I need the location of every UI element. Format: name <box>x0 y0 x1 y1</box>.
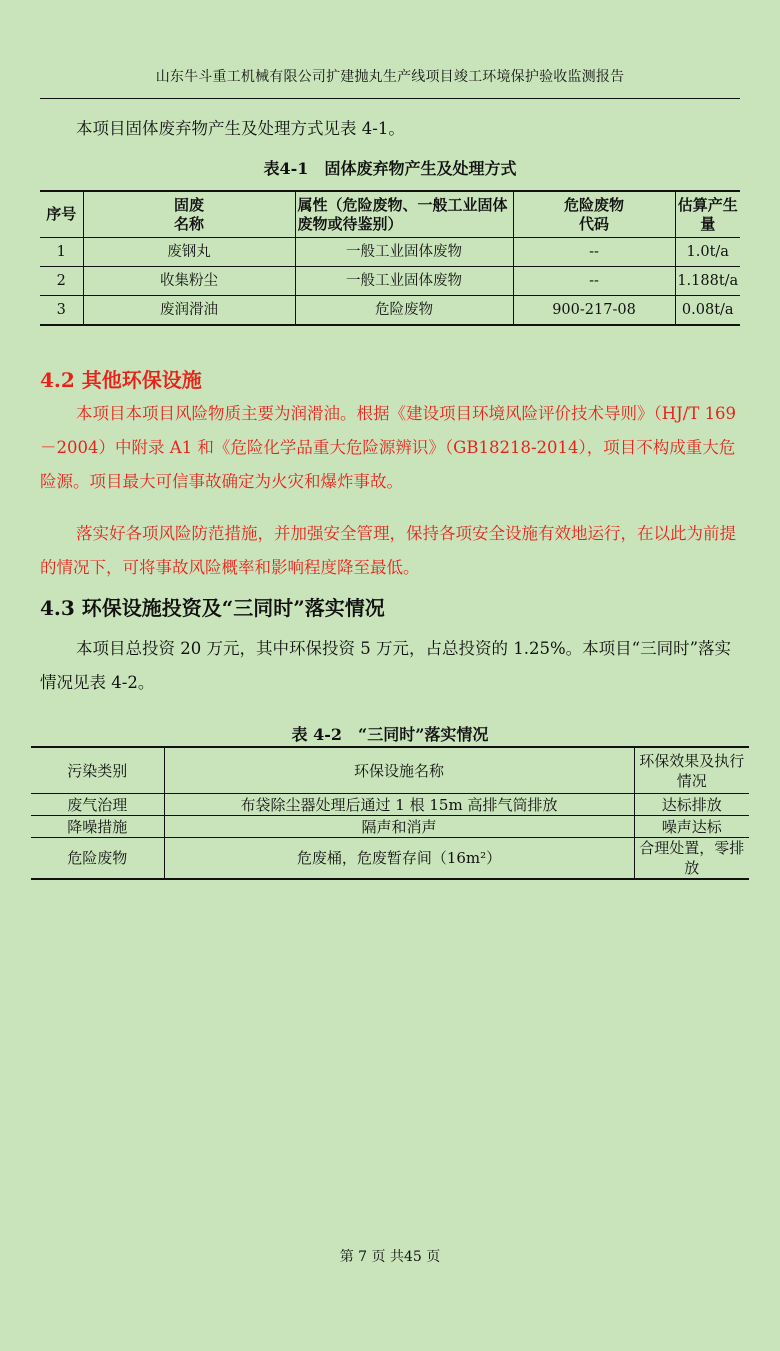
table1-cell: 1.188t/a <box>675 267 740 296</box>
table1-cell: 一般工业固体废物 <box>295 238 513 267</box>
table1-header-row <box>40 191 740 238</box>
table2-cell: 危废桶，危废暂存间（16m²） <box>164 838 634 880</box>
table2-cell: 噪声达标 <box>634 816 749 838</box>
table1-header-name: 固废 名称 <box>83 191 295 238</box>
table1-cell: -- <box>513 238 675 267</box>
table2-cell: 降噪措施 <box>31 816 164 838</box>
table2-cell: 达标排放 <box>634 794 749 816</box>
table1-cell: 废钢丸 <box>83 238 295 267</box>
table1-cell: 废润滑油 <box>83 296 295 326</box>
section-4-3-heading: 4.3 环保设施投资及“三同时”落实情况 <box>40 596 385 620</box>
table1-header-amount: 估算产生量 <box>675 191 740 238</box>
table2-caption: 表 4-2 “三同时”落实情况 <box>291 725 489 744</box>
table1-cell: 1 <box>40 238 83 267</box>
intro-paragraph: 本项目固体废弃物产生及处理方式见表 4-1。 <box>76 119 405 138</box>
table-row <box>40 267 740 296</box>
table1-cell: 2 <box>40 267 83 296</box>
table1-header-index: 序号 <box>40 191 83 238</box>
table2-cell: 隔声和消声 <box>164 816 634 838</box>
table1-cell: -- <box>513 267 675 296</box>
table-row <box>40 296 740 326</box>
table-row <box>31 816 749 838</box>
table1-cell: 900-217-08 <box>513 296 675 326</box>
table2-header-row <box>31 747 749 794</box>
table2-header-facility: 环保设施名称 <box>164 747 634 794</box>
table-row <box>31 794 749 816</box>
report-header: 山东牛斗重工机械有限公司扩建抛丸生产线项目竣工环境保护验收监测报告 <box>155 69 625 85</box>
table2-header-category: 污染类别 <box>31 747 164 794</box>
solid-waste-table <box>40 190 740 326</box>
table1-cell: 收集粉尘 <box>83 267 295 296</box>
table2-cell: 合理处置，零排放 <box>634 838 749 880</box>
table1-header-attribute: 属性（危险废物、一般工业固体废物或待鉴别） <box>295 191 513 238</box>
table1-cell: 0.08t/a <box>675 296 740 326</box>
table-row <box>31 838 749 880</box>
table2-cell: 废气治理 <box>31 794 164 816</box>
table1-cell: 3 <box>56 301 66 318</box>
table1-cell: 一般工业固体废物 <box>295 267 513 296</box>
table-row <box>40 238 740 267</box>
section-4-3-paragraph: 本项目总投资 20 万元，其中环保投资 5 万元，占总投资的 1.25%。本项目“三同时”落实情况见表 4-2。 <box>40 639 732 692</box>
header-rule <box>40 98 740 99</box>
table1-cell: 危险废物 <box>295 296 513 326</box>
page-number: 第 7 页 共45 页 <box>339 1249 441 1265</box>
section-4-2-paragraph-2: 落实好各项风险防范措施，并加强安全管理，保持各项安全设施有效地运行，在以此为前提的情况下，可将事故风险概率和影响程度降至最低。 <box>40 524 736 577</box>
table2-cell: 危险废物 <box>67 849 128 867</box>
table1-header-code: 危险废物 代码 <box>513 191 675 238</box>
table1-cell: 1.0t/a <box>675 238 740 267</box>
table1-caption: 表4-1 固体废弃物产生及处理方式 <box>263 159 517 178</box>
three-simultaneous-table <box>31 746 749 880</box>
section-4-2-paragraph-1: 本项目本项目风险物质主要为润滑油。根据《建设项目环境风险评价技术导则》（HJ/T 169－2004）中附录 A1 和《危险化学品重大危险源辨识》（GB18218-2014），项目不构成重大危险源。项目最大可信事故确定为火灾和爆炸事故。 <box>40 404 737 491</box>
table2-header-effect: 环保效果及执行情况 <box>634 747 749 794</box>
section-4-2-heading: 4.2 其他环保设施 <box>40 368 202 392</box>
table2-cell: 布袋除尘器处理后通过 1 根 15m 高排气筒排放 <box>164 794 634 816</box>
